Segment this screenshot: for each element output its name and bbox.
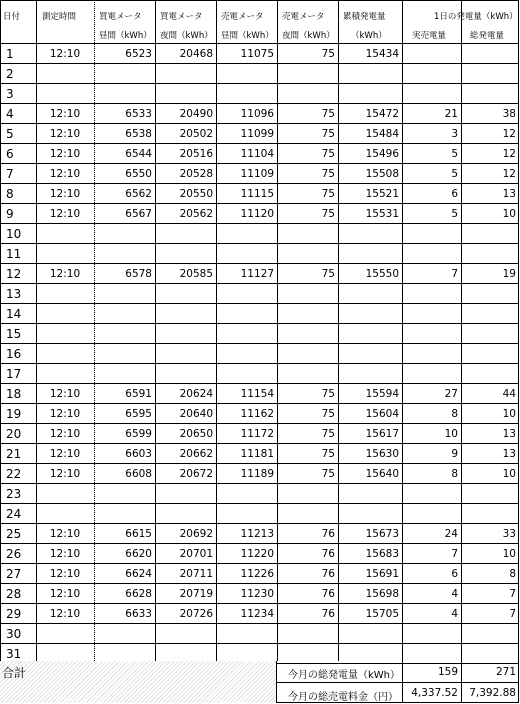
cell-time: 12:10: [49, 148, 81, 160]
cell-time: 12:10: [49, 568, 81, 580]
total-label: 合計: [2, 665, 27, 680]
cell-total: 13: [502, 428, 516, 440]
cell-time: [36, 364, 94, 384]
cell-day: 26: [6, 547, 22, 561]
header-total-generation: 総発電量: [470, 31, 505, 41]
header-cumulative-unit: （kWh）: [351, 31, 387, 41]
cell-time: [36, 284, 94, 304]
cell-day: 13: [6, 287, 22, 301]
header-sell-day-meter: 売電メータ: [221, 12, 264, 22]
cell-day: 9: [6, 207, 14, 221]
cell-actual: 4: [451, 588, 458, 600]
cell-actual: [402, 284, 461, 304]
cell-cum: 15521: [365, 188, 399, 200]
cell-buy-day: 6633: [125, 608, 152, 620]
cell-day: 31: [6, 647, 22, 661]
cell-time: 12:10: [49, 48, 81, 60]
cell-cum: [338, 344, 402, 364]
cell-sell-night: [277, 64, 338, 84]
cell-total: [461, 364, 519, 384]
cell-buy-day: [94, 224, 155, 244]
cell-actual: [402, 624, 461, 644]
cell-buy-day: 6608: [125, 468, 152, 480]
cell-cum: 15550: [365, 268, 399, 280]
cell-sell-day: [216, 284, 277, 304]
cell-time: 12:10: [49, 448, 81, 460]
cell-sell-night: 75: [321, 108, 335, 120]
cell-time: [36, 324, 94, 344]
cell-total: 12: [502, 168, 516, 180]
cell-buy-day: 6578: [125, 268, 152, 280]
cell-total: 10: [502, 408, 516, 420]
cell-time: [36, 64, 94, 84]
cell-sell-day: [216, 624, 277, 644]
header-time: 測定時間: [42, 12, 77, 22]
cell-cum: [338, 324, 402, 344]
cell-buy-day: 6603: [125, 448, 152, 460]
cell-total: [461, 224, 519, 244]
cell-actual: 5: [451, 168, 458, 180]
cell-total: [461, 64, 519, 84]
cell-sell-day: 11109: [240, 168, 274, 180]
cell-day: 28: [6, 587, 22, 601]
cell-buy-night: 20624: [179, 388, 213, 400]
cell-buy-day: [94, 504, 155, 524]
cell-cum: [338, 224, 402, 244]
header-sell-day-unit: 昼間（kWh）: [221, 31, 274, 41]
cell-time: [36, 244, 94, 264]
cell-buy-day: [94, 284, 155, 304]
cell-sell-day: 11226: [240, 568, 274, 580]
cell-total: 19: [502, 268, 516, 280]
cell-actual: 8: [451, 408, 458, 420]
cell-day: 14: [6, 307, 22, 321]
cell-sell-day: 11230: [240, 588, 274, 600]
cell-buy-night: 20585: [179, 268, 213, 280]
cell-sell-night: 76: [321, 568, 335, 580]
cell-cum: [338, 484, 402, 504]
cell-buy-night: 20701: [179, 548, 213, 560]
cell-day: 4: [6, 107, 14, 121]
cell-time: 12:10: [49, 408, 81, 420]
cell-sell-day: [216, 244, 277, 264]
cell-day: 6: [6, 147, 14, 161]
cell-time: [36, 84, 94, 104]
cell-buy-day: 6628: [125, 588, 152, 600]
cell-time: 12:10: [49, 168, 81, 180]
cell-total: [461, 44, 519, 64]
monthly-fee-actual: 4,337.52: [411, 687, 458, 699]
cell-sell-night: 75: [321, 168, 335, 180]
monthly-generation-actual: 159: [437, 666, 458, 678]
cell-actual: 21: [444, 108, 458, 120]
cell-time: 12:10: [49, 468, 81, 480]
cell-time: 12:10: [49, 208, 81, 220]
cell-buy-night: 20640: [179, 408, 213, 420]
cell-sell-day: [216, 364, 277, 384]
cell-actual: [402, 44, 461, 64]
cell-buy-night: [155, 84, 216, 104]
cell-buy-night: [155, 304, 216, 324]
cell-sell-day: 11127: [240, 268, 274, 280]
cell-sell-night: 75: [321, 188, 335, 200]
cell-day: 3: [6, 87, 14, 101]
cell-time: 12:10: [49, 548, 81, 560]
cell-time: [36, 224, 94, 244]
cell-sell-night: 76: [321, 548, 335, 560]
cell-buy-day: 6544: [125, 148, 152, 160]
cell-time: [36, 304, 94, 324]
cell-day: 18: [6, 387, 22, 401]
cell-sell-night: [277, 364, 338, 384]
cell-buy-night: 20692: [179, 528, 213, 540]
cell-time: [36, 504, 94, 524]
cell-total: 33: [502, 528, 516, 540]
header-daily-generation: 1日の発電量（kWh）: [434, 12, 518, 22]
monthly-generation-label: 今月の総発電量（kWh）: [288, 670, 401, 681]
cell-day: 5: [6, 127, 14, 141]
cell-cum: 15472: [365, 108, 399, 120]
cell-buy-night: 20550: [179, 188, 213, 200]
cell-cum: [338, 624, 402, 644]
cell-sell-day: 11220: [240, 548, 274, 560]
cell-sell-day: [216, 324, 277, 344]
cell-buy-day: 6624: [125, 568, 152, 580]
cell-buy-day: 6538: [125, 128, 152, 140]
cell-buy-day: [94, 364, 155, 384]
cell-sell-night: [277, 84, 338, 104]
cell-day: 2: [6, 67, 14, 81]
cell-sell-day: 11099: [240, 128, 274, 140]
cell-sell-night: 75: [321, 428, 335, 440]
cell-actual: 27: [444, 388, 458, 400]
cell-buy-night: [155, 324, 216, 344]
cell-cum: [338, 64, 402, 84]
cell-cum: 15698: [365, 588, 399, 600]
cell-sell-night: [277, 284, 338, 304]
cell-sell-day: 11120: [240, 208, 274, 220]
cell-total: 7: [509, 588, 516, 600]
cell-sell-night: 75: [321, 208, 335, 220]
cell-day: 16: [6, 347, 22, 361]
cell-sell-day: [216, 64, 277, 84]
cell-sell-day: 11172: [240, 428, 274, 440]
cell-cum: 15617: [365, 428, 399, 440]
cell-total: 10: [502, 548, 516, 560]
cell-time: 12:10: [49, 588, 81, 600]
cell-buy-day: 6523: [125, 48, 152, 60]
cell-time: [36, 624, 94, 644]
cell-buy-day: 6533: [125, 108, 152, 120]
cell-actual: 5: [451, 148, 458, 160]
cell-buy-night: 20650: [179, 428, 213, 440]
cell-total: 38: [502, 108, 516, 120]
cell-sell-night: 75: [321, 148, 335, 160]
cell-sell-day: [216, 484, 277, 504]
cell-sell-day: 11104: [240, 148, 274, 160]
cell-total: [461, 624, 519, 644]
cell-actual: 24: [444, 528, 458, 540]
cell-cum: 15683: [365, 548, 399, 560]
cell-actual: 9: [451, 448, 458, 460]
cell-total: [461, 284, 519, 304]
cell-time: 12:10: [49, 108, 81, 120]
cell-actual: 6: [451, 188, 458, 200]
cell-total: 13: [502, 188, 516, 200]
cell-cum: [338, 304, 402, 324]
cell-cum: [338, 644, 402, 664]
cell-time: [36, 484, 94, 504]
cell-time: 12:10: [49, 528, 81, 540]
cell-buy-day: 6595: [125, 408, 152, 420]
cell-buy-night: 20672: [179, 468, 213, 480]
cell-day: 8: [6, 187, 14, 201]
header-day: 日付: [3, 12, 21, 22]
cell-sell-night: 75: [321, 48, 335, 60]
cell-cum: 15531: [365, 208, 399, 220]
cell-buy-night: [155, 244, 216, 264]
cell-day: 7: [6, 167, 14, 181]
cell-actual: [402, 344, 461, 364]
cell-cum: [338, 244, 402, 264]
header-buy-day-meter: 買電メータ: [99, 12, 142, 22]
cell-sell-day: 11181: [240, 448, 274, 460]
cell-buy-day: 6620: [125, 548, 152, 560]
cell-sell-night: 75: [321, 408, 335, 420]
cell-buy-night: 20562: [179, 208, 213, 220]
cell-day: 23: [6, 487, 22, 501]
cell-sell-day: [216, 344, 277, 364]
cell-total: 44: [502, 388, 516, 400]
header-sell-night-unit: 夜間（kWh）: [282, 31, 335, 41]
cell-day: 15: [6, 327, 22, 341]
cell-actual: [402, 304, 461, 324]
cell-sell-night: 75: [321, 468, 335, 480]
cell-buy-day: 6615: [125, 528, 152, 540]
cell-cum: 15640: [365, 468, 399, 480]
cell-buy-night: [155, 484, 216, 504]
cell-day: 30: [6, 627, 22, 641]
cell-day: 20: [6, 427, 22, 441]
monthly-fee-label: 今月の総売電料金（円）: [288, 692, 398, 703]
cell-sell-day: [216, 304, 277, 324]
cell-total: 8: [509, 568, 516, 580]
cell-actual: [402, 504, 461, 524]
cell-day: 10: [6, 227, 22, 241]
cell-time: 12:10: [49, 128, 81, 140]
cell-buy-night: [155, 344, 216, 364]
cell-actual: 7: [451, 268, 458, 280]
cell-actual: [402, 64, 461, 84]
cell-total: [461, 344, 519, 364]
cell-actual: 5: [451, 208, 458, 220]
cell-actual: [402, 644, 461, 664]
cell-sell-night: 75: [321, 388, 335, 400]
monthly-fee-total: 7,392.88: [469, 687, 516, 699]
cell-buy-day: 6591: [125, 388, 152, 400]
cell-time: 12:10: [49, 388, 81, 400]
cell-day: 19: [6, 407, 22, 421]
cell-cum: 15496: [365, 148, 399, 160]
cell-buy-day: [94, 484, 155, 504]
cell-actual: 8: [451, 468, 458, 480]
cell-sell-night: [277, 504, 338, 524]
cell-total: [461, 244, 519, 264]
cell-sell-day: 11162: [240, 408, 274, 420]
cell-sell-night: [277, 644, 338, 664]
cell-sell-day: 11213: [240, 528, 274, 540]
cell-total: [461, 304, 519, 324]
cell-sell-day: 11075: [240, 48, 274, 60]
cell-time: [36, 344, 94, 364]
cell-buy-night: 20726: [179, 608, 213, 620]
cell-day: 17: [6, 367, 22, 381]
cell-buy-night: 20516: [179, 148, 213, 160]
cell-buy-night: 20719: [179, 588, 213, 600]
cell-cum: 15705: [365, 608, 399, 620]
cell-buy-day: 6562: [125, 188, 152, 200]
cell-buy-night: [155, 364, 216, 384]
cell-buy-night: 20490: [179, 108, 213, 120]
cell-cum: 15508: [365, 168, 399, 180]
cell-actual: [402, 364, 461, 384]
cell-day: 12: [6, 267, 22, 281]
cell-total: 12: [502, 148, 516, 160]
cell-total: [461, 84, 519, 104]
cell-actual: 4: [451, 608, 458, 620]
cell-cum: 15434: [365, 48, 399, 60]
cell-day: 25: [6, 527, 22, 541]
cell-cum: [338, 84, 402, 104]
cell-buy-night: [155, 284, 216, 304]
cell-sell-night: [277, 244, 338, 264]
cell-buy-day: 6550: [125, 168, 152, 180]
cell-cum: 15691: [365, 568, 399, 580]
cell-time: 12:10: [49, 268, 81, 280]
cell-sell-day: 11096: [240, 108, 274, 120]
cell-sell-day: 11189: [240, 468, 274, 480]
cell-actual: [402, 324, 461, 344]
cell-buy-night: [155, 504, 216, 524]
cell-sell-night: [277, 484, 338, 504]
cell-actual: 3: [451, 128, 458, 140]
cell-day: 22: [6, 467, 22, 481]
cell-cum: 15673: [365, 528, 399, 540]
header-buy-night-unit: 夜間（kWh）: [160, 31, 213, 41]
cell-actual: 7: [451, 548, 458, 560]
cell-sell-night: [277, 624, 338, 644]
cell-total: [461, 484, 519, 504]
cell-sell-day: 11115: [240, 188, 274, 200]
cell-sell-night: [277, 304, 338, 324]
cell-buy-day: [94, 624, 155, 644]
cell-buy-day: 6599: [125, 428, 152, 440]
cell-actual: [402, 84, 461, 104]
cell-buy-night: [155, 64, 216, 84]
cell-sell-night: [277, 344, 338, 364]
cell-sell-night: 76: [321, 588, 335, 600]
cell-total: [461, 324, 519, 344]
cell-cum: 15630: [365, 448, 399, 460]
cell-day: 1: [6, 47, 14, 61]
cell-cum: [338, 284, 402, 304]
cell-buy-night: 20528: [179, 168, 213, 180]
cell-cum: 15594: [365, 388, 399, 400]
cell-time: 12:10: [49, 188, 81, 200]
cell-buy-night: 20711: [179, 568, 213, 580]
cell-cum: [338, 364, 402, 384]
header-buy-night-meter: 買電メータ: [160, 12, 203, 22]
cell-time: 12:10: [49, 608, 81, 620]
cell-sell-night: [277, 324, 338, 344]
cell-day: 27: [6, 567, 22, 581]
cell-day: 29: [6, 607, 22, 621]
cell-total: 13: [502, 448, 516, 460]
cell-actual: [402, 224, 461, 244]
cell-sell-night: [277, 224, 338, 244]
cell-buy-night: 20502: [179, 128, 213, 140]
cell-sell-night: 75: [321, 268, 335, 280]
cell-total: [461, 504, 519, 524]
cell-sell-night: 75: [321, 128, 335, 140]
cell-cum: 15604: [365, 408, 399, 420]
cell-sell-night: 76: [321, 608, 335, 620]
cell-total: 12: [502, 128, 516, 140]
cell-day: 21: [6, 447, 22, 461]
header-actual-sold: 実売電量: [412, 31, 447, 41]
cell-day: 11: [6, 247, 22, 261]
cell-sell-day: [216, 504, 277, 524]
cell-buy-day: [94, 244, 155, 264]
cell-actual: 10: [444, 428, 458, 440]
cell-actual: 6: [451, 568, 458, 580]
cell-buy-day: [94, 304, 155, 324]
cell-total: 10: [502, 468, 516, 480]
cell-buy-day: [94, 324, 155, 344]
cell-sell-day: [216, 224, 277, 244]
cell-buy-day: [94, 84, 155, 104]
cell-buy-day: [94, 64, 155, 84]
cell-buy-day: [94, 344, 155, 364]
cell-sell-day: 11234: [240, 608, 274, 620]
cell-buy-night: [155, 224, 216, 244]
cell-buy-night: 20662: [179, 448, 213, 460]
monthly-generation-total: 271: [495, 666, 516, 678]
cell-total: 7: [509, 608, 516, 620]
header-sell-night-meter: 売電メータ: [282, 12, 325, 22]
cell-day: 24: [6, 507, 22, 521]
cell-cum: 15484: [365, 128, 399, 140]
cell-cum: [338, 504, 402, 524]
cell-total: 10: [502, 208, 516, 220]
header-buy-day-unit: 昼間（kWh）: [99, 31, 152, 41]
cell-sell-night: 76: [321, 528, 335, 540]
cell-time: 12:10: [49, 428, 81, 440]
cell-sell-day: [216, 84, 277, 104]
cell-sell-day: 11154: [240, 388, 274, 400]
cell-buy-night: [155, 624, 216, 644]
header-cumulative: 累積発電量: [343, 12, 386, 22]
cell-buy-day: 6567: [125, 208, 152, 220]
cell-total: [461, 644, 519, 664]
cell-actual: [402, 484, 461, 504]
cell-sell-night: 75: [321, 448, 335, 460]
cell-actual: [402, 244, 461, 264]
cell-buy-night: 20468: [179, 48, 213, 60]
